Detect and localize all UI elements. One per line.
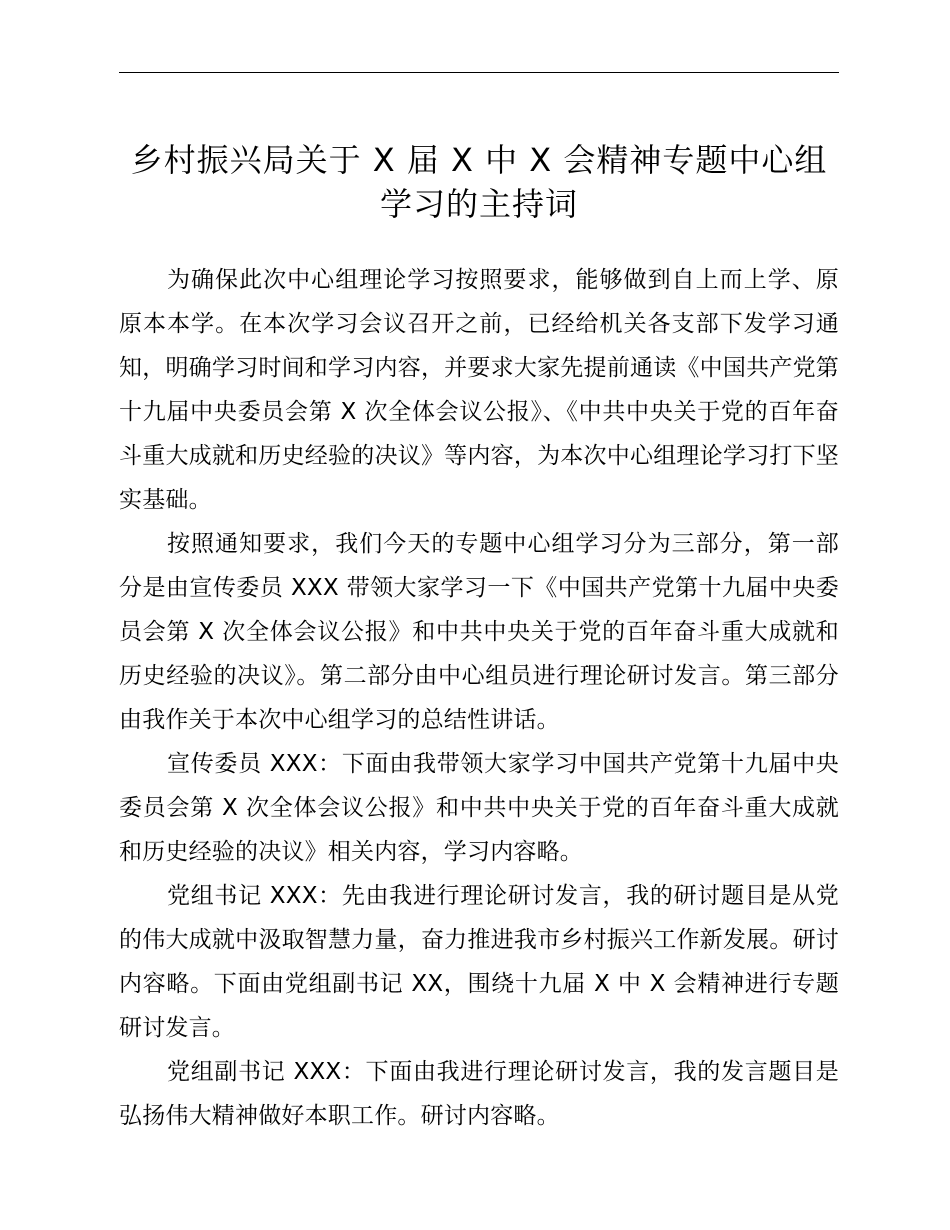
header-rule — [119, 72, 839, 73]
title-line-1: 乡村振兴局关于 X 届 X 中 X 会精神专题中心组 — [130, 141, 828, 179]
paragraph-agenda: 按照通知要求，我们今天的专题中心组学习分为三部分，第一部分是由宣传委员 XXX 带领大家学习一下《中国共产党第十九届中央委员会第 X 次全体会议公报》和中共中央关于党的百年奋斗重大成就和历史经验的决议》。第二部分由中心组员进行理论研讨发言。第三部分由我作关于本次中心组学习的总结性讲话。 — [119, 531, 839, 733]
paragraph-party-secretary: 党组书记 XXX：先由我进行理论研讨发言，我的研讨题目是从党的伟大成就中汲取智慧力量，奋力推进我市乡村振兴工作新发展。研讨内容略。下面由党组副书记 XX，围绕十九届 X 中 X 会精神进行专题研讨发言。 — [119, 883, 839, 1041]
paragraph-publicity-committee: 宣传委员 XXX：下面由我带领大家学习中国共产党第十九届中央委员会第 X 次全体会议公报》和中共中央关于党的百年奋斗重大成就和历史经验的决议》相关内容，学习内容略。 — [119, 751, 839, 865]
paragraph-intro: 为确保此次中心组理论学习按照要求，能够做到自上而上学、原原本本学。在本次学习会议召开之前，已经给机关各支部下发学习通知，明确学习时间和学习内容，并要求大家先提前通读《中国共产党第十九届中央委员会第 X 次全体会议公报》、《中共中央关于党的百年奋斗重大成就和历史经验的决议》等内容，为本次中心组理论学习打下坚实基础。 — [119, 267, 839, 513]
paragraph-deputy-secretary: 党组副书记 XXX：下面由我进行理论研讨发言，我的发言题目是弘扬伟大精神做好本职工作。研讨内容略。 — [119, 1059, 839, 1129]
document-title — [119, 138, 839, 226]
title-line-2: 学习的主持词 — [379, 185, 578, 223]
document-body — [119, 258, 839, 1138]
